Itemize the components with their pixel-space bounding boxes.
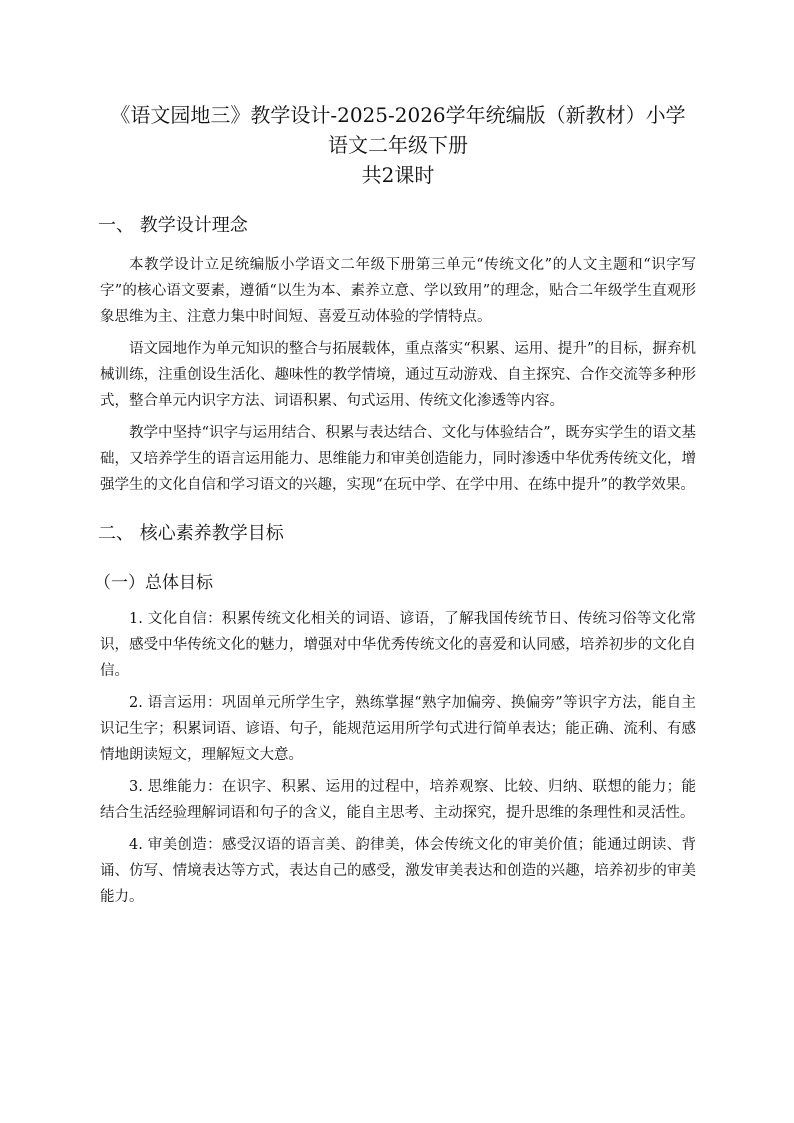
goal-item: 4. 审美创造：感受汉语的语言美、韵律美，体会传统文化的审美价值；能通过朗读、背诵、仿写、情境表达等方式，表达自己的感受，激发审美表达和创造的兴趣，培养初步的审美能力。 [100, 837, 696, 905]
goal-item: 3. 思维能力：在识字、积累、运用的过程中，培养观察、比较、归纳、联想的能力；能结合生活经验理解词语和句子的含义，能自主思考、主动探究，提升思维的条理性和灵活性。 [100, 779, 696, 821]
document-title-line2: 语文二年级下册 [328, 133, 468, 157]
document-page [94, 100, 696, 916]
document-title-line1: 《语文园地三》教学设计-2025-2026学年统编版（新教材）小学 [110, 103, 686, 127]
section2-heading: 二、 核心素养教学目标 [98, 523, 284, 544]
section1-heading: 一、 教学设计理念 [98, 215, 248, 236]
section1-paragraph: 本教学设计立足统编版小学语文二年级下册第三单元“传统文化”的人文主题和“识字写字”的核心语文要素，遵循“以生为本、素养立意、学以致用”的理念，贴合二年级学生直观形象思维为主、注意力集中时间短、喜爱互动体验的学情特点。 [100, 257, 696, 325]
goal-item: 2. 语言运用：巩固单元所学生字，熟练掌握“熟字加偏旁、换偏旁”等识字方法，能自主识记生字；积累词语、谚语、句子，能规范运用所学句式进行简单表达；能正确、流利、有感情地朗读短文，理解短文大意。 [100, 695, 696, 763]
goal-item: 1. 文化自信：积累传统文化相关的词语、谚语，了解我国传统节日、传统习俗等文化常识，感受中华传统文化的魅力，增强对中华优秀传统文化的喜爱和认同感，培养初步的文化自信。 [100, 611, 696, 679]
document-subtitle: 共2课时 [361, 163, 435, 187]
section1-paragraph: 教学中坚持“识字与运用结合、积累与表达结合、文化与体验结合”，既夯实学生的语文基础，又培养学生的语言运用能力、思维能力和审美创造能力，同时渗透中华优秀传统文化，增强学生的文化自信和学习语文的兴趣，实现“在玩中学、在学中用、在练中提升”的教学效果。 [100, 425, 696, 493]
section1-paragraph: 语文园地作为单元知识的整合与拓展载体，重点落实“积累、运用、提升”的目标，摒弃机械训练，注重创设生活化、趣味性的教学情境，通过互动游戏、自主探究、合作交流等多种形式，整合单元内识字方法、词语积累、句式运用、传统文化渗透等内容。 [100, 341, 696, 409]
section2-sub1-heading: （一）总体目标 [94, 573, 213, 593]
